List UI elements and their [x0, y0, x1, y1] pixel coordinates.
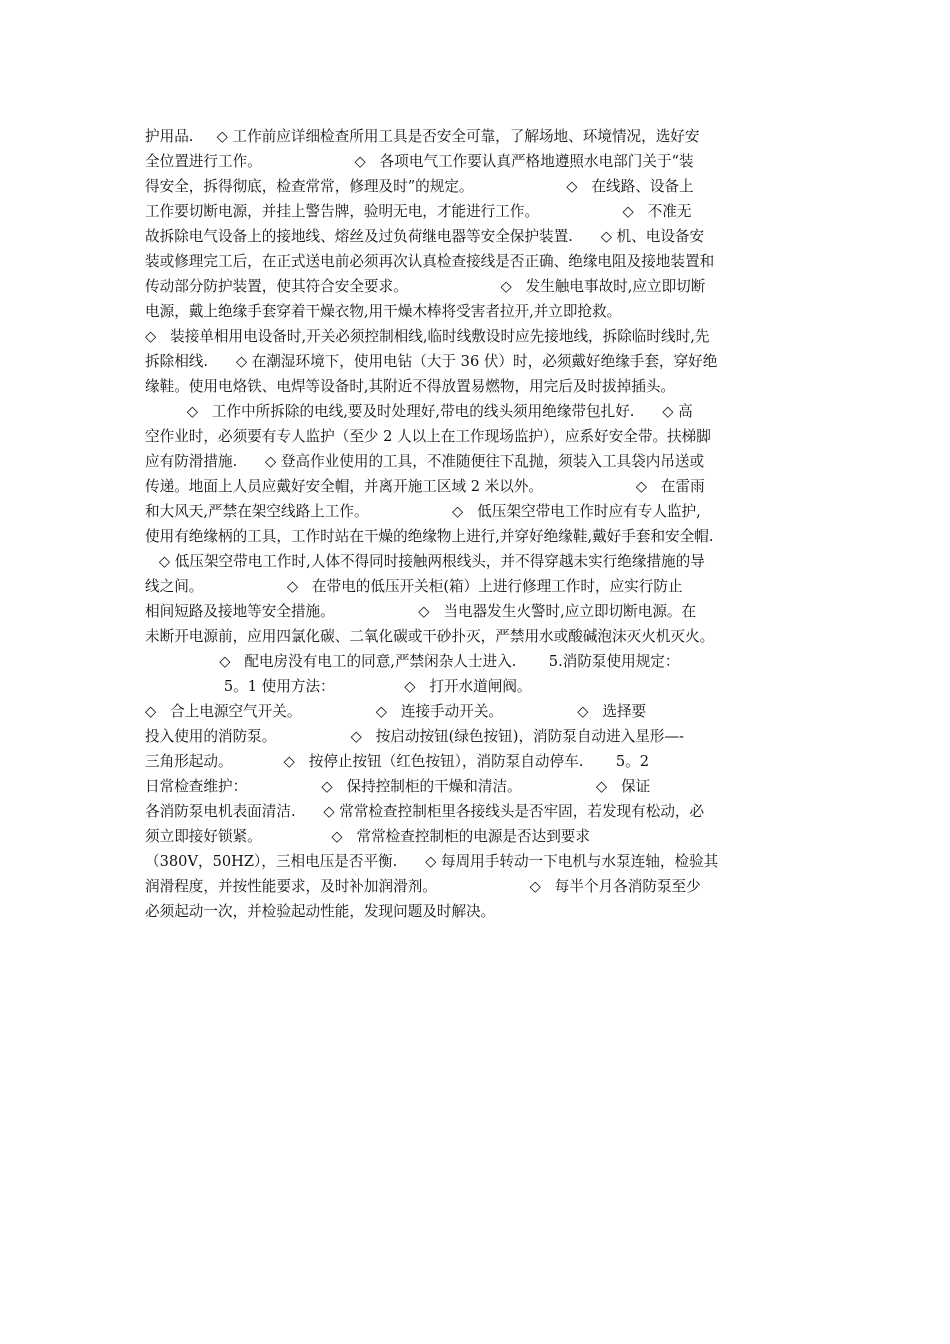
- text-line: 相间短路及接地等安全措施。 ◇ 当电器发生火警时,应立即切断电源。在: [145, 603, 697, 620]
- text-line: 和大风天,严禁在架空线路上工作。 ◇ 低压架空带电工作时应有专人监护,: [145, 503, 701, 520]
- text-line: 润滑程度，并按性能要求，及时补加润滑剂。 ◇ 每半个月各消防泵至少: [145, 878, 701, 895]
- text-line: 装或修理完工后，在正式送电前必须再次认真检查接线是否正确、绝缘电阻及接地装置和: [145, 253, 715, 270]
- text-line: ◇ 合上电源空气开关。 ◇ 连接手动开关。 ◇ 选择要: [145, 703, 647, 720]
- text-line: 应有防滑措施. ◇ 登高作业使用的工具，不准随便往下乱抛，须装入工具袋内吊送或: [145, 453, 705, 470]
- text-line: 各消防泵电机表面清洁. ◇ 常常检查控制柜里各接线头是否牢固，若发现有松动，必: [145, 803, 705, 820]
- text-line: 空作业时，必须要有专人监护（至少 2 人以上在工作现场监护），应系好安全带。扶梯脚: [145, 428, 711, 445]
- text-line: ◇ 配电房没有电工的同意,严禁闲杂人士进入. 5.消防泵使用规定：: [145, 653, 680, 670]
- text-line: 投入使用的消防泵。 ◇ 按启动按钮(绿色按钮)，消防泵自动进入星形—-: [145, 728, 684, 745]
- text-line: 使用有绝缘柄的工具，工作时站在干燥的绝缘物上进行,并穿好绝缘鞋,戴好手套和安全帽.: [145, 528, 714, 545]
- text-line: ◇ 低压架空带电工作时,人体不得同时接触两根线头，并不得穿越未实行绝缘措施的导: [145, 553, 705, 570]
- body-text: [145, 124, 810, 924]
- text-line: 未断开电源前，应用四氯化碳、二氧化碳或干砂扑灭，严禁用水或酸碱泡沫灭火机灭火。: [145, 628, 715, 645]
- text-line: 传动部分防护装置，使其符合安全要求。 ◇ 发生触电事故时,应立即切断: [145, 278, 706, 295]
- text-line: 拆除相线. ◇ 在潮湿环境下，使用电钻（大于 36 伏）时，必须戴好绝缘手套，穿好绝: [145, 353, 718, 370]
- text-line: 护用品. ◇ 工作前应详细检查所用工具是否安全可靠，了解场地、环境情况，选好安: [145, 128, 700, 145]
- text-line: 电源，戴上绝缘手套穿着干燥衣物,用干燥木棒将受害者拉开,并立即抢救。: [145, 303, 622, 320]
- text-line: ◇ 装接单相用电设备时,开关必须控制相线,临时线敷设时应先接地线，拆除临时线时,先: [145, 328, 710, 345]
- text-line: （380V，50HZ），三相电压是否平衡. ◇ 每周用手转动一下电机与水泵连轴，检验其: [145, 853, 719, 870]
- text-line: 必须起动一次，并检验起动性能，发现问题及时解决。: [145, 903, 496, 920]
- text-line: 工作要切断电源，并挂上警告牌，验明无电，才能进行工作。 ◇ 不准无: [145, 203, 692, 220]
- text-line: ◇ 工作中所拆除的电线,要及时处理好,带电的线头须用绝缘带包扎好. ◇ 高: [145, 403, 693, 420]
- text-line: 5。1 使用方法： ◇ 打开水道闸阀。: [145, 678, 532, 695]
- text-line: 线之间。 ◇ 在带电的低压开关柜(箱）上进行修理工作时，应实行防止: [145, 578, 683, 595]
- text-line: 全位置进行工作。 ◇ 各项电气工作要认真严格地遵照水电部门关于“装: [145, 153, 694, 170]
- text-line: 故拆除电气设备上的接地线、熔丝及过负荷继电器等安全保护装置. ◇ 机、电设备安: [145, 228, 705, 245]
- text-line: 日常检查维护： ◇ 保持控制柜的干燥和清洁。 ◇ 保证: [145, 778, 651, 795]
- text-line: 传递。地面上人员应戴好安全帽，并离开施工区域 2 米以外。 ◇ 在雷雨: [145, 478, 705, 495]
- text-line: 须立即接好锁紧。 ◇ 常常检查控制柜的电源是否达到要求: [145, 828, 590, 845]
- text-line: 得安全，拆得彻底，检查常常，修理及时”的规定。 ◇ 在线路、设备上: [145, 178, 694, 195]
- text-line: 三角形起动。 ◇ 按停止按钮（红色按钮），消防泵自动停车. 5。2: [145, 753, 649, 770]
- text-line: 缘鞋。使用电烙铁、电焊等设备时,其附近不得放置易燃物，用完后及时拔掉插头。: [145, 378, 676, 395]
